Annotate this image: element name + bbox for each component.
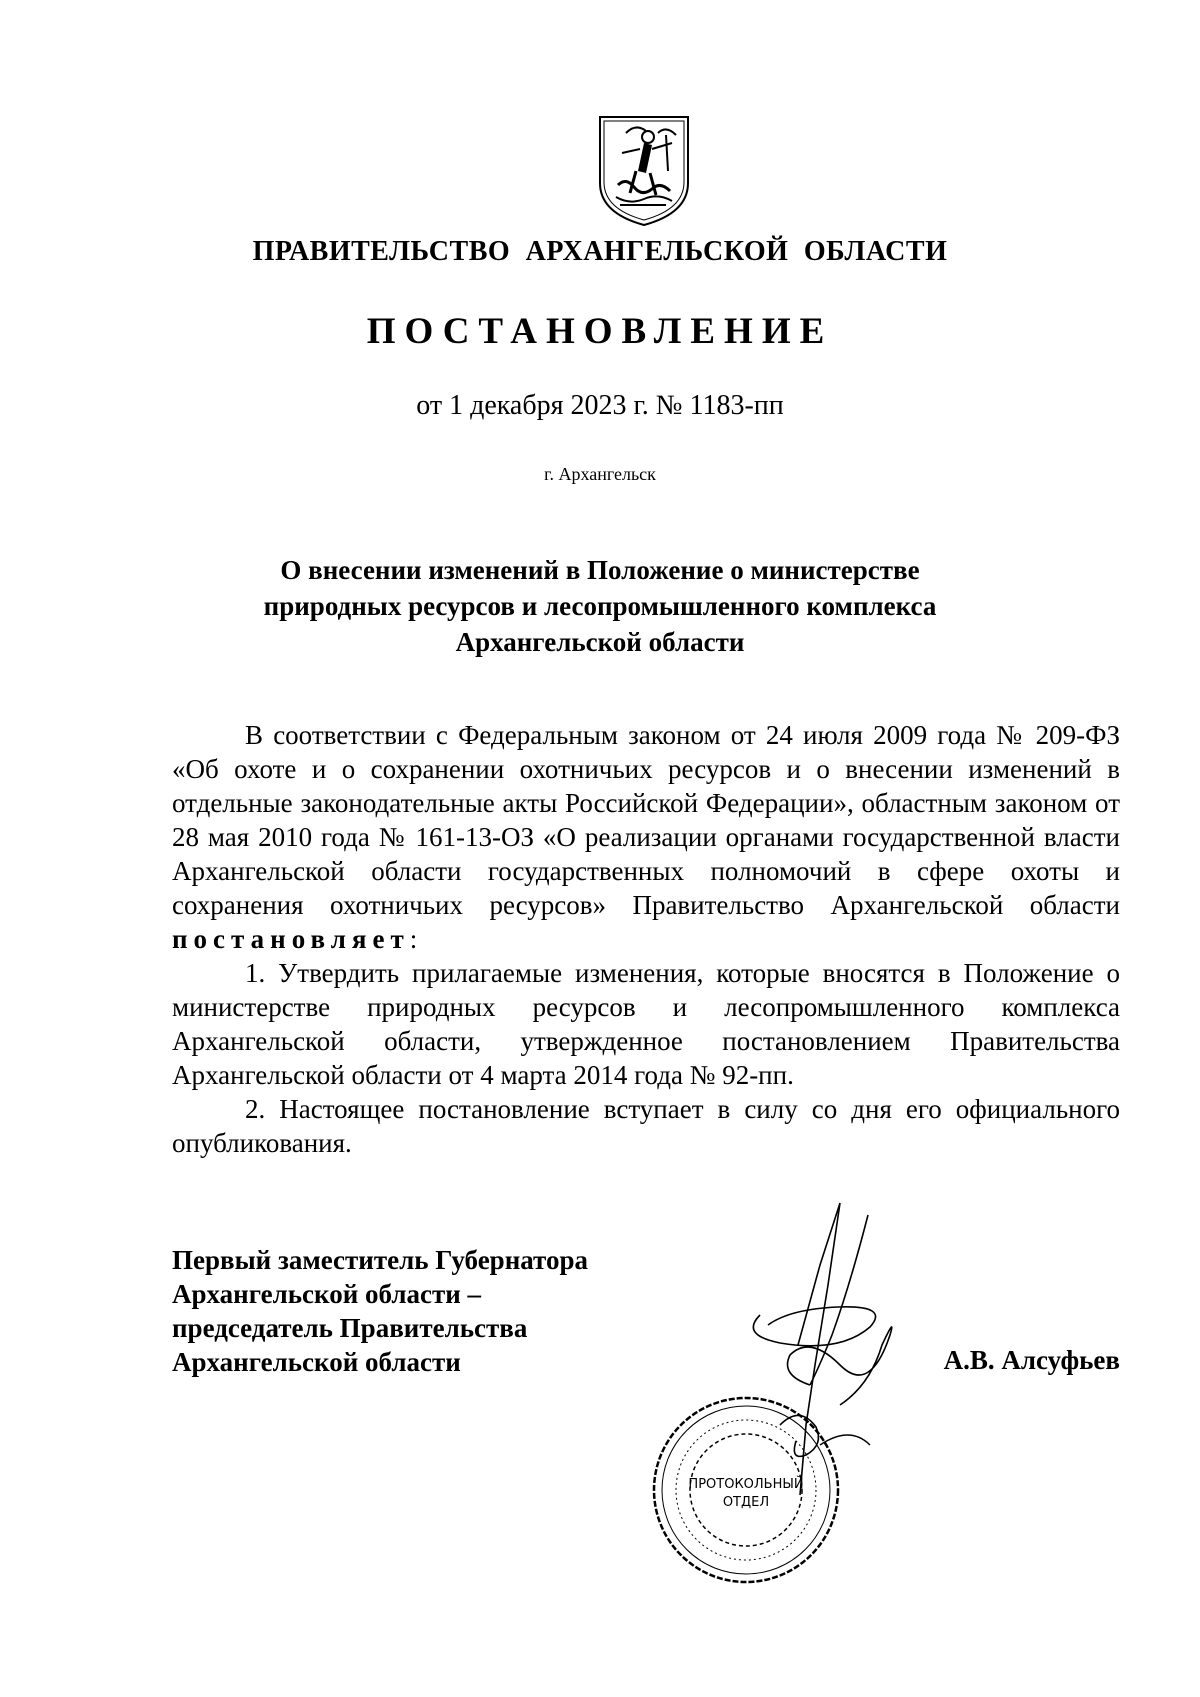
signatory-title-line: Первый заместитель Губернатора	[172, 1245, 588, 1275]
signatory-title-line: Архангельской области –	[172, 1279, 482, 1309]
document-type: ПОСТАНОВЛЕНИЕ	[366, 311, 834, 352]
official-stamp-icon	[646, 1390, 846, 1590]
signatory-title-line: председатель Правительства	[172, 1313, 528, 1343]
item-1-paragraph: 1. Утвердить прилагаемые изменения, которые вносятся в Положение о министерстве природных ресурсов и лесопромышленного комплекса Архангельской области, утвержденное постановлением Правительства Архангельской области от 4 марта 2014 года № 92-пп.	[172, 958, 1120, 1090]
resolves-colon: :	[409, 924, 418, 954]
document-date-number: от 1 декабря 2023 г. № 1183-пп	[416, 390, 784, 421]
subject-line: О внесении изменений в Положение о министерстве	[280, 555, 920, 585]
signatory-title-line: Архангельской области	[172, 1347, 461, 1377]
document-city: г. Архангельск	[544, 464, 656, 484]
resolves-word: постановляет	[172, 924, 410, 954]
subject-line: природных ресурсов и лесопромышленного комплекса	[263, 591, 937, 621]
subject-line: Архангельской области	[455, 627, 745, 657]
stamp-center-line: ПРОТОКОЛЬНЫЙ	[688, 1477, 804, 1492]
document-body	[172, 718, 1120, 1160]
coat-of-arms-icon	[596, 113, 692, 229]
organization-name: ПРАВИТЕЛЬСТВО АРХАНГЕЛЬСКОЙ ОБЛАСТИ	[252, 236, 948, 267]
signatory-name: А.В. Алсуфьев	[943, 1345, 1120, 1375]
signatory-title	[172, 1243, 588, 1379]
stamp-center-line: ОТДЕЛ	[722, 1495, 770, 1510]
document-subject	[0, 552, 1200, 660]
preamble-paragraph	[172, 718, 1120, 956]
preamble-text: В соответствии с Федеральным законом от 24 июля 2009 года № 209-ФЗ «Об охоте и о сохранении охотничьих ресурсов и о внесении изменений в отдельные законодательные акты Российской Федерации», областным законом от 28 мая 2010 года № 161-13-ОЗ «О реализации органами государственной власти Архангельской области государственных полномочий в сфере охоты и сохранения охотничьих ресурсов» Правительство Архангельской области	[172, 720, 1120, 920]
item-2-paragraph: 2. Настоящее постановление вступает в силу со дня его официального опубликования.	[172, 1094, 1120, 1158]
